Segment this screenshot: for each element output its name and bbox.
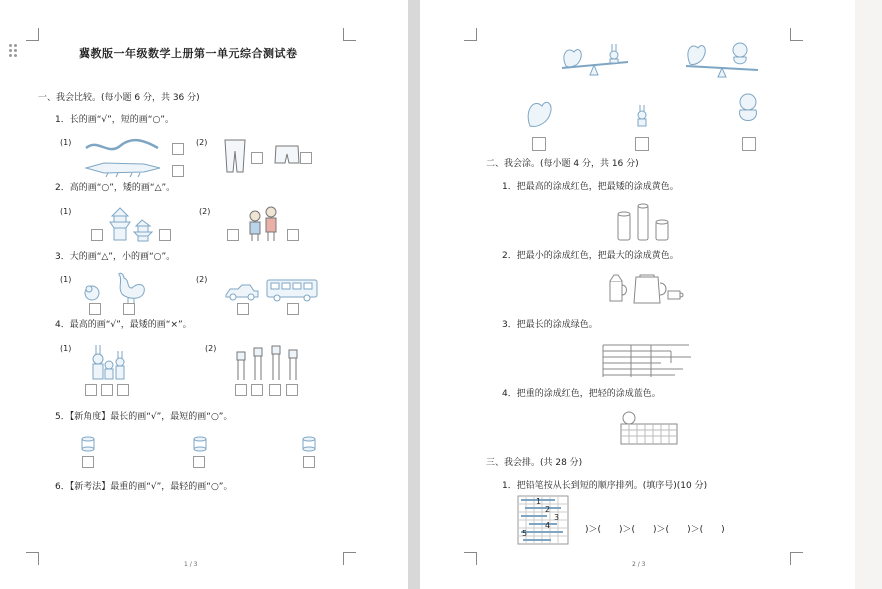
section-heading: 二、我会涂。(每小题 4 分，共 16 分) [486, 159, 639, 169]
page-number: 1 / 3 [184, 561, 198, 568]
sub-label: (2) [196, 275, 208, 284]
answer-box[interactable] [117, 384, 129, 396]
answer-box[interactable] [91, 229, 103, 241]
grid-number: 1 [536, 497, 542, 506]
shorts-icon [274, 145, 300, 165]
answer-box[interactable] [742, 137, 756, 151]
answer-box[interactable] [89, 303, 101, 315]
answer-box[interactable] [101, 384, 113, 396]
sub-label: (2) [196, 138, 208, 147]
answer-box[interactable] [172, 165, 184, 177]
answer-box[interactable] [123, 303, 135, 315]
sub-label: (1) [60, 275, 72, 284]
pagoda-icon [106, 206, 154, 242]
crop-mark [343, 552, 356, 565]
answer-box[interactable] [303, 456, 315, 468]
grid-number: 2 [545, 505, 551, 514]
answer-box[interactable] [227, 229, 239, 241]
side-panel [855, 0, 882, 589]
answer-box[interactable] [193, 456, 205, 468]
rabbit-icon [88, 343, 130, 381]
question-2: 2．高的画“○”，矮的画“△”。 [55, 183, 176, 193]
car-icon [224, 283, 260, 301]
answer-box[interactable] [172, 143, 184, 155]
answer-box[interactable] [82, 456, 94, 468]
page-number: 2 / 3 [632, 561, 646, 568]
children-icon [246, 206, 282, 242]
seesaw-icon [560, 42, 630, 78]
answer-box[interactable] [269, 384, 281, 396]
sub-label: (1) [60, 207, 72, 216]
answer-box[interactable] [287, 303, 299, 315]
question-1: 1．把最高的涂成红色，把最矮的涂成黄色。 [502, 182, 679, 192]
answer-box[interactable] [235, 384, 247, 396]
answer-box[interactable] [237, 303, 249, 315]
trousers-icon [223, 139, 247, 173]
document-page-2 [420, 0, 855, 589]
crop-mark [343, 28, 356, 41]
question-3: 3．把最长的涂成绿色。 [502, 320, 598, 330]
answer-box[interactable] [532, 137, 546, 151]
seesaw-icon [684, 40, 760, 78]
answer-box[interactable] [159, 229, 171, 241]
kettle-icon [606, 273, 686, 307]
sub-label: (1) [60, 344, 72, 353]
bus-icon [266, 278, 318, 302]
section-heading: 三、我会排。(共 28 分) [486, 458, 583, 468]
question-5: 5．【新角度】最长的画“√”，最短的画“○”。 [55, 412, 233, 422]
drag-handle-icon[interactable] [9, 44, 19, 58]
pencil-icon [601, 343, 693, 379]
answer-box[interactable] [635, 137, 649, 151]
grid-number: 5 [522, 529, 528, 538]
crop-mark [790, 552, 803, 565]
question-1: 1．长的画“√”，短的画“○”。 [55, 115, 174, 125]
answer-box[interactable] [286, 384, 298, 396]
question-4: 4．最高的画“√”，最矮的画“×”。 [55, 320, 192, 330]
question-6: 6．【新考法】最重的画“√”，最轻的画“○”。 [55, 482, 233, 492]
question-4: 4．把重的涂成红色，把轻的涂成蓝色。 [502, 389, 661, 399]
question-2: 2．把最小的涂成红色，把最大的涂成黄色。 [502, 251, 679, 261]
grid-number: 4 [545, 521, 551, 530]
cylinder-icon [81, 436, 95, 452]
question-1: 1．把铅笔按从长到短的顺序排列。(填序号)(10 分) [502, 481, 708, 491]
answer-order[interactable]: )＞( )＞( )＞( )＞( ) [585, 525, 725, 535]
answer-box[interactable] [251, 152, 263, 164]
answer-box[interactable] [300, 152, 312, 164]
rabbit-icon [634, 104, 650, 128]
chick-icon [82, 282, 102, 302]
crop-mark [464, 552, 477, 565]
sub-label: (2) [205, 344, 217, 353]
cylinder-icon [302, 436, 316, 452]
squirrel-icon [524, 96, 556, 130]
rooster-icon [112, 272, 148, 304]
cylinder-icon [616, 204, 676, 244]
cylinder-icon [193, 436, 207, 452]
answer-box[interactable] [85, 384, 97, 396]
question-3: 3．大的画“△”，小的画“○”。 [55, 252, 176, 262]
monkey-icon [732, 92, 764, 128]
crop-mark [464, 28, 477, 41]
crop-mark [790, 28, 803, 41]
crop-mark [26, 552, 39, 565]
answer-box[interactable] [287, 229, 299, 241]
sub-label: (2) [199, 207, 211, 216]
document-title: 冀教版一年级数学上册第一单元综合测试卷 [79, 47, 298, 60]
page-divider [408, 0, 420, 589]
giraffe-icon [232, 342, 302, 382]
grid-number: 3 [554, 513, 560, 522]
crocodile-icon [84, 158, 164, 178]
section-heading: 一、我会比较。(每小题 6 分，共 36 分) [38, 93, 200, 103]
seesaw-icon [619, 410, 679, 446]
sub-label: (1) [60, 138, 72, 147]
crop-mark [26, 28, 39, 41]
document-page-1 [0, 0, 408, 589]
answer-box[interactable] [251, 384, 263, 396]
